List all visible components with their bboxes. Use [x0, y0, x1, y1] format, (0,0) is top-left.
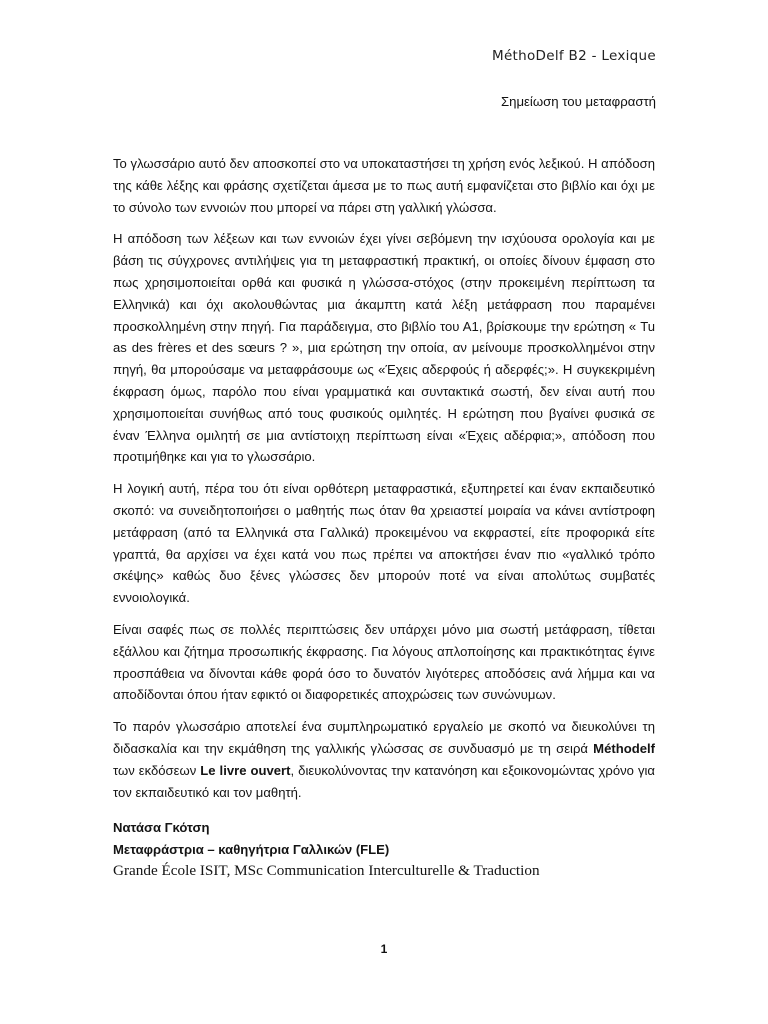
author-credentials: Grande École ISIT, MSc Communication Interculturelle & Traduction — [113, 862, 540, 879]
paragraph-2: Η απόδοση των λέξεων και των εννοιών έχει γίνει σεβόμενη την ισχύουσα ορολογία και με βάση τις σύγχρονες αντιλήψεις για τη μεταφραστική πρακτική, οι οποίες δίνουν έμφαση στο πως χρησιμοποιείται ορθά και φυσικά η γλώσσα-στόχος (στην προκειμένη περίπτωση τα Ελληνικά) και όχι ακολουθώντας μια άκαμπτη κατά λέξη μετάφραση που παραμένει προσκολλημένη στην πηγή. Για παράδειγμα, στο βιβλίο του Α1, βρίσκουμε την ερώτηση « Tu as des frères et des sœurs ? », μια ερώτηση την οποία, αν μείνουμε προσκολλημένοι στην πηγή, θα μπορούσαμε να μεταφράσουμε ως «Έχεις αδερφούς ή αδερφές;». Η συγκεκριμένη έκφραση όμως, παρόλο που είναι γραμματικά και συντακτικά σωστή, δεν είναι αυτή που χρησιμοποιείται συνήθως από τους φυσικούς ομιλητές. Η ερώτηση που βγαίνει φυσικά σε έναν Έλληνα ομιλητή σε μια αντίστοιχη περίπτωση είναι «Έχεις αδέρφια;», απόδοση που προτιμήθηκε και για το γλωσσάριο. — [113, 231, 655, 465]
paragraph-1: Το γλωσσάριο αυτό δεν αποσκοπεί στο να υποκαταστήσει τη χρήση ενός λεξικού. Η απόδοση της κάθε λέξης και φράσης σχετίζεται άμεσα με το πως αυτή εμφανίζεται στο βιβλίο και όχι με το σύνολο των εννοιών που μπορεί να πάρει στη γαλλική γλώσσα. — [113, 156, 655, 215]
body-text — [113, 153, 655, 813]
author-name: Νατάσα Γκότση — [113, 820, 210, 835]
note-title: Σημείωση του μεταφραστή — [500, 94, 656, 109]
signature-block — [113, 817, 673, 882]
paragraph-5-part-1: Το παρόν γλωσσάριο αποτελεί ένα συμπληρωματικό εργαλείο με σκοπό να διευκολύνει τη διδασκαλία και την εκμάθηση της γαλλικής γλώσσας σε συνδυασμό με τη σειρά — [113, 719, 655, 756]
page-number: 1 — [380, 942, 388, 956]
paragraph-3: Η λογική αυτή, πέρα του ότι είναι ορθότερη μεταφραστικά, εξυπηρετεί και έναν εκπαιδευτικό σκοπό: να συνειδητοποιήσει ο μαθητής πως όταν θα χρειαστεί μοιραία να κάνει αντίστροφη μετάφραση (από τα Ελληνικά στα Γαλλικά) προκειμένου να εκφραστεί, είτε προφορικά είτε γραπτά, θα αρχίσει να έχει κατά νου πως πρέπει να αποκτήσει έναν πιο «γαλλικό τρόπο σκέψης» καθώς δυο ξένες γλώσσες δεν μπορούν ποτέ να είναι απολύτως συμβατές εννοιολογικά. — [113, 481, 655, 606]
series-name: Méthodelf — [593, 740, 655, 756]
paragraph-5-part-2: των εκδόσεων — [113, 762, 201, 778]
running-header: MéthoDelf B2 - Lexique — [492, 48, 656, 64]
paragraph-4: Είναι σαφές πως σε πολλές περιπτώσεις δεν υπάρχει μόνο μια σωστή μετάφραση, τίθεται εξάλλου και ζήτημα προσωπικής έκφρασης. Για λόγους απλοποίησης και πρακτικότητας έγινε προσπάθεια να δίνονται κάθε φορά όσο το δυνατόν λιγότερες αποδόσεις ανά λήμμα και να αποδίδονται όπου ήταν εφικτό οι διαφορετικές αποχρώσεις των συνώνυμων. — [113, 621, 655, 703]
paragraph-5-part-3: , διευκολύνοντας την κατανόηση και εξοικονομώντας χρόνο για τον εκπαιδευτικό και τον μαθητή. — [113, 762, 655, 800]
paragraph-5 — [113, 716, 655, 803]
author-role: Μεταφράστρια – καθηγήτρια Γαλλικών (FLE) — [113, 841, 390, 857]
publisher-name: Le livre ouvert — [200, 762, 291, 778]
